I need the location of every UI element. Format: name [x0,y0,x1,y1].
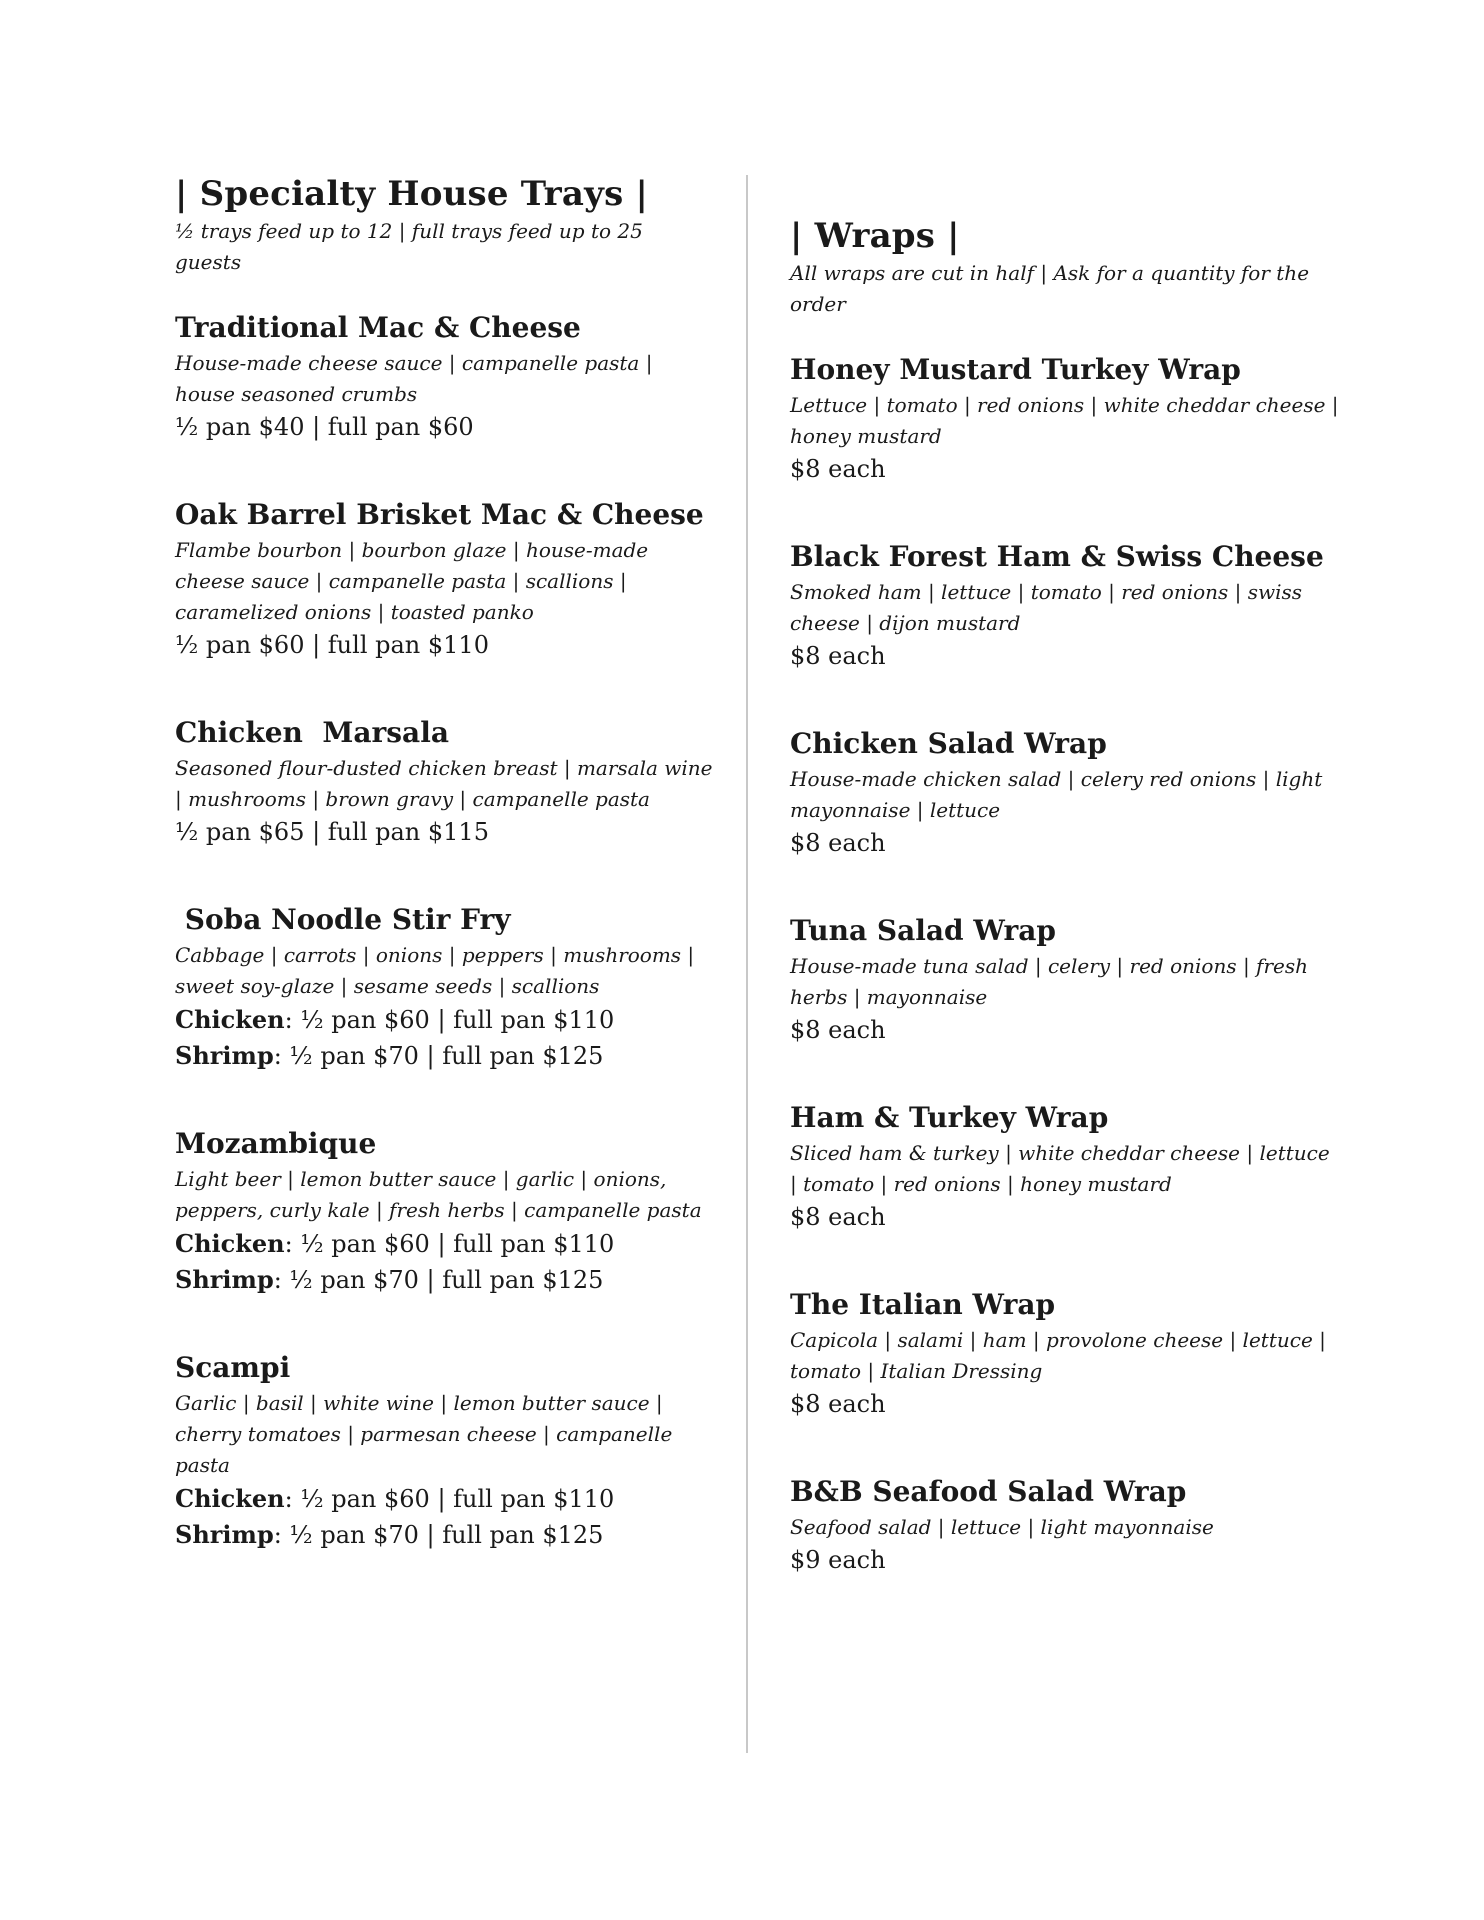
item-description: Light beer | lemon butter sauce | garlic | onions, peppers, curly kale | fresh herbs | campanelle pasta [175,1167,702,1222]
item-price: ½ pan $60 | full pan $110 [175,631,489,659]
item-name: Mozambique [175,1127,377,1160]
item-name: Black Forest Ham & Swiss Cheese [790,540,1324,573]
menu-item [790,352,1340,487]
item-price: ½ pan $65 | full pan $115 [175,818,489,846]
menu-item [790,726,1340,861]
item-name: B&B Seafood Salad Wrap [790,1475,1187,1508]
chicken-label: Chicken [175,1484,285,1513]
item-name: Chicken Salad Wrap [790,727,1107,760]
item-description: Sliced ham & turkey | white cheddar cheese | lettuce | tomato | red onions | honey mustard [790,1141,1330,1196]
item-description: Flambe bourbon | bourbon glaze | house-made cheese sauce | campanelle pasta | scallions | caramelized onions | toasted panko [175,538,649,624]
wraps-section [790,214,1340,1630]
menu-item [790,1100,1340,1235]
column-divider [746,175,748,1753]
item-description: House-made tuna salad | celery | red onions | fresh herbs | mayonnaise [790,954,1308,1009]
menu-item [175,902,715,1074]
item-description: Lettuce | tomato | red onions | white cheddar cheese | honey mustard [790,393,1339,448]
item-description: Capicola | salami | ham | provolone cheese | lettuce | tomato | Italian Dressing [790,1328,1326,1383]
menu-item [175,497,715,663]
item-description: Seafood salad | lettuce | light mayonnaise [790,1515,1214,1539]
chicken-price-value: : ½ pan $60 | full pan $110 [284,1006,615,1034]
menu-item [175,1350,715,1553]
chicken-price [175,1226,715,1262]
item-price: $8 each [790,1016,886,1044]
item-name: Soba Noodle Stir Fry [175,903,511,936]
menu-item [175,1126,715,1298]
item-description: Smoked ham | lettuce | tomato | red onions | swiss cheese | dijon mustard [790,580,1303,635]
item-name: Traditional Mac & Cheese [175,311,581,344]
item-description: Seasoned flour-dusted chicken breast | marsala wine | mushrooms | brown gravy | campanelle pasta [175,756,713,811]
item-description: House-made cheese sauce | campanelle pasta | house seasoned crumbs [175,351,653,406]
shrimp-price-value: : ½ pan $70 | full pan $125 [273,1266,604,1294]
item-price: $8 each [790,1390,886,1418]
item-price: $9 each [790,1546,886,1574]
item-price: $8 each [790,642,886,670]
menu-item [790,539,1340,674]
item-name: Honey Mustard Turkey Wrap [790,353,1241,386]
menu-item [790,913,1340,1048]
shrimp-price [175,1038,715,1074]
section-subtitle: ½ trays feed up to 12 | full trays feed up to 25 guests [175,219,643,274]
shrimp-label: Shrimp [175,1265,274,1294]
item-name: Tuna Salad Wrap [790,914,1056,947]
item-description: House-made chicken salad | celery red onions | light mayonnaise | lettuce [790,767,1323,822]
chicken-price-value: : ½ pan $60 | full pan $110 [284,1230,615,1258]
item-description: Cabbage | carrots | onions | peppers | mushrooms | sweet soy-glaze | sesame seeds | scallions [175,943,695,998]
specialty-trays-section [175,172,715,1605]
item-name: Oak Barrel Brisket Mac & Cheese [175,498,704,531]
chicken-price [175,1002,715,1038]
section-subtitle: All wraps are cut in half | Ask for a quantity for the order [790,261,1310,316]
shrimp-price [175,1517,715,1553]
item-name: Chicken Marsala [175,716,449,749]
section-title: | Wraps | [790,216,960,256]
menu-item [175,310,715,445]
chicken-label: Chicken [175,1005,285,1034]
shrimp-price-value: : ½ pan $70 | full pan $125 [273,1042,604,1070]
item-name: Scampi [175,1351,291,1384]
menu-item [790,1287,1340,1422]
shrimp-label: Shrimp [175,1041,274,1070]
chicken-label: Chicken [175,1229,285,1258]
section-title: | Specialty House Trays | [175,174,649,214]
item-description: Garlic | basil | white wine | lemon butter sauce | cherry tomatoes | parmesan cheese | campanelle pasta [175,1391,673,1477]
menu-item [790,1474,1340,1578]
item-price: $8 each [790,829,886,857]
item-name: The Italian Wrap [790,1288,1056,1321]
chicken-price [175,1481,715,1517]
item-price: $8 each [790,1203,886,1231]
chicken-price-value: : ½ pan $60 | full pan $110 [284,1485,615,1513]
shrimp-label: Shrimp [175,1520,274,1549]
menu-item [175,715,715,850]
item-price: $8 each [790,455,886,483]
shrimp-price-value: : ½ pan $70 | full pan $125 [273,1521,604,1549]
item-price: ½ pan $40 | full pan $60 [175,413,474,441]
item-name: Ham & Turkey Wrap [790,1101,1109,1134]
shrimp-price [175,1262,715,1298]
